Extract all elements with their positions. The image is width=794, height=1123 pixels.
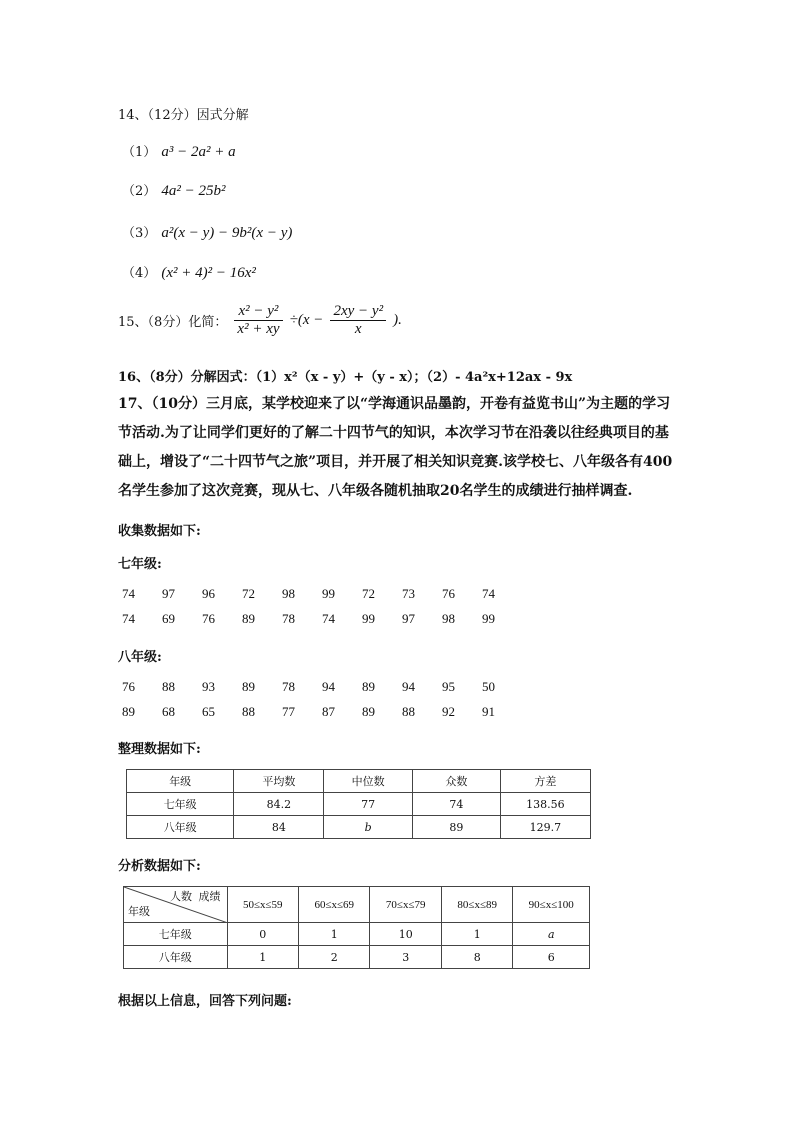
table-cell: 2	[298, 946, 369, 969]
score-cell: 74	[122, 586, 135, 601]
diagonal-header-cell	[124, 887, 228, 923]
q15-fraction-2	[330, 303, 386, 338]
q17-paragraph: 17、（10分）三月底，某学校迎来了以“学海通识品墨韵，开卷有益览书山”为主题的学习节活动.为了让同学们更好的了解二十四节气的知识，本次学习节在沿袭以往经典项目的基础上，增设了“二十四节气之旅”项目，并开展了相关知识竞赛.该学校七、八年级各有400名学生参加了这次竞赛，现从七、八年级各随机抽取20名学生的成绩进行抽样调查.	[118, 396, 673, 499]
score-cell: 93	[202, 679, 215, 694]
table-cell: 10	[370, 923, 441, 946]
table-cell: 129.7	[500, 816, 590, 839]
score-cell: 74	[322, 611, 335, 626]
score-cell: 89	[362, 704, 375, 719]
score-cell: 74	[482, 586, 495, 601]
score-cell: 88	[162, 679, 175, 694]
score-cell: 89	[242, 679, 255, 694]
score-cell: 78	[282, 611, 295, 626]
q17-answer-prompt: 根据以上信息，回答下列问题:	[118, 994, 292, 1009]
table-header-cell: 中位数	[324, 770, 413, 793]
score-cell: 89	[362, 679, 375, 694]
score-cell: 99	[322, 586, 335, 601]
table-cell: 1	[441, 923, 512, 946]
table-row	[127, 816, 591, 839]
q17-analyze-label: 分析数据如下:	[118, 859, 201, 874]
score-cell: 97	[162, 586, 175, 601]
q17-organize-label: 整理数据如下:	[118, 742, 201, 757]
grade7-row-2	[122, 611, 522, 627]
score-cell: 65	[202, 704, 215, 719]
score-cell: 69	[162, 611, 175, 626]
score-cell: 94	[402, 679, 415, 694]
q14-item-2	[122, 180, 226, 200]
table-row	[127, 793, 591, 816]
score-cell: 73	[402, 586, 415, 601]
q14-title: 14、（12分）因式分解	[118, 108, 249, 123]
score-cell: 95	[442, 679, 455, 694]
score-cell: 72	[242, 586, 255, 601]
table-cell: 3	[370, 946, 441, 969]
table-cell: 八年级	[127, 816, 234, 839]
score-cell: 89	[122, 704, 135, 719]
table-header-row	[127, 770, 591, 793]
score-cell: 92	[442, 704, 455, 719]
score-cell: 76	[122, 679, 135, 694]
q14-item-1	[122, 141, 236, 161]
table-header-row	[124, 887, 590, 923]
table-header-cell: 80≤x≤89	[441, 887, 512, 923]
q15-fraction-1-denominator: x² + xy	[237, 321, 280, 337]
table-cell: b	[324, 816, 413, 839]
table-header-cell: 90≤x≤100	[513, 887, 590, 923]
score-cell: 87	[322, 704, 335, 719]
score-cell: 74	[122, 611, 135, 626]
q14-item-2-expr: 4a² − 25b²	[161, 183, 226, 199]
corner-label-grade: 年级	[128, 905, 150, 918]
q17-collect-label: 收集数据如下:	[118, 524, 201, 539]
table-header-cell: 70≤x≤79	[370, 887, 441, 923]
table-header-cell: 60≤x≤69	[298, 887, 369, 923]
score-cell: 98	[442, 611, 455, 626]
q14-item-3-label: （3）	[122, 226, 157, 241]
score-cell: 76	[442, 586, 455, 601]
q14-item-1-expr: a³ − 2a² + a	[161, 144, 236, 160]
table-header-cell: 年级	[127, 770, 234, 793]
table-header-cell: 50≤x≤59	[227, 887, 298, 923]
table-cell: 138.56	[500, 793, 590, 816]
score-cell: 96	[202, 586, 215, 601]
q14-item-3-expr: a²(x − y) − 9b²(x − y)	[161, 225, 293, 241]
q15-label: 15、（8分）化简：	[118, 315, 228, 330]
table-cell: 1	[298, 923, 369, 946]
table-cell: 6	[513, 946, 590, 969]
score-cell: 94	[322, 679, 335, 694]
frequency-table	[123, 886, 590, 969]
table-cell: 89	[413, 816, 501, 839]
score-cell: 88	[402, 704, 415, 719]
score-cell: 68	[162, 704, 175, 719]
score-cell: 91	[482, 704, 495, 719]
q14-item-3	[122, 222, 292, 242]
score-cell: 99	[362, 611, 375, 626]
score-cell: 99	[482, 611, 495, 626]
table-cell: a	[513, 923, 590, 946]
table-header-cell: 众数	[413, 770, 501, 793]
score-cell: 50	[482, 679, 495, 694]
table-cell: 1	[227, 946, 298, 969]
q15-fraction-1-numerator: x² − y²	[234, 303, 282, 321]
score-cell: 89	[242, 611, 255, 626]
grade8-row-1	[122, 679, 522, 695]
table-header-cell: 平均数	[234, 770, 324, 793]
corner-label-score: 成绩	[198, 890, 221, 903]
q15-middle: ÷(x −	[289, 312, 324, 328]
table-cell: 七年级	[124, 923, 228, 946]
table-cell: 74	[413, 793, 501, 816]
q15-fraction-2-denominator: x	[354, 321, 362, 337]
table-cell: 84.2	[234, 793, 324, 816]
corner-label-count: 人数	[170, 890, 192, 903]
q17-grade8-label: 八年级:	[118, 650, 162, 665]
q16-text: 16、（8分）分解因式：（1）x²（x - y）+（y - x）；（2）- 4a²x+12ax - 9x	[118, 370, 573, 385]
score-cell: 98	[282, 586, 295, 601]
q15	[118, 303, 402, 338]
table-cell: 八年级	[124, 946, 228, 969]
score-cell: 88	[242, 704, 255, 719]
q14-item-4-expr: (x² + 4)² − 16x²	[161, 265, 256, 281]
q14-item-1-label: （1）	[122, 145, 157, 160]
table-cell: 84	[234, 816, 324, 839]
table-cell: 8	[441, 946, 512, 969]
score-cell: 78	[282, 679, 295, 694]
score-cell: 76	[202, 611, 215, 626]
q14-item-2-label: （2）	[122, 184, 157, 199]
q15-end: ).	[393, 312, 402, 328]
grade8-row-2	[122, 704, 522, 720]
table-row	[124, 946, 590, 969]
table-cell: 77	[324, 793, 413, 816]
q15-fraction-1	[234, 303, 282, 338]
score-cell: 97	[402, 611, 415, 626]
score-cell: 72	[362, 586, 375, 601]
q17-grade7-label: 七年级:	[118, 557, 162, 572]
table-cell: 0	[227, 923, 298, 946]
statistics-table	[126, 769, 591, 839]
q14-item-4	[122, 262, 256, 282]
grade7-row-1	[122, 586, 522, 602]
q15-fraction-2-numerator: 2xy − y²	[330, 303, 386, 321]
table-row	[124, 923, 590, 946]
q14-item-4-label: （4）	[122, 266, 157, 281]
table-header-cell: 方差	[500, 770, 590, 793]
score-cell: 77	[282, 704, 295, 719]
table-cell: 七年级	[127, 793, 234, 816]
